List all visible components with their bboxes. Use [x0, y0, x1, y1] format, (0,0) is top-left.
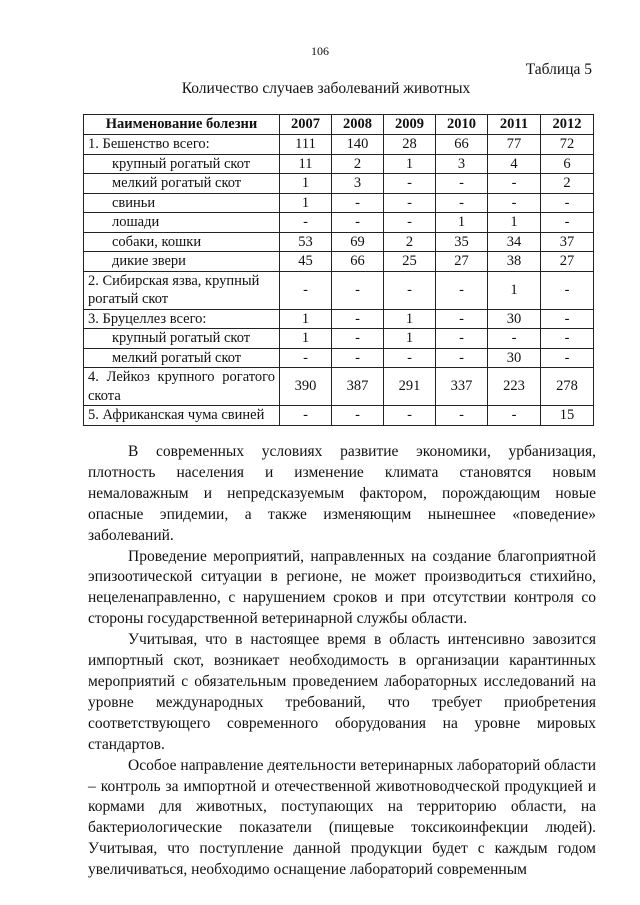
column-header: 2012 — [541, 115, 594, 135]
value-cell: - — [332, 348, 384, 368]
value-cell: - — [541, 329, 594, 349]
disease-name-cell: крупный рогатый скот — [84, 329, 280, 349]
column-header: 2008 — [332, 115, 384, 135]
value-cell: 15 — [541, 406, 594, 426]
value-cell: - — [541, 193, 594, 213]
value-cell: - — [436, 406, 488, 426]
value-cell: 278 — [541, 368, 594, 406]
value-cell: 223 — [488, 368, 541, 406]
table-row — [84, 271, 594, 309]
value-cell: 1 — [280, 329, 332, 349]
table-header-row — [84, 115, 594, 135]
disease-name-cell: свиньи — [84, 193, 280, 213]
value-cell: 1 — [280, 309, 332, 329]
value-cell: 1 — [384, 154, 436, 174]
value-cell: 11 — [280, 154, 332, 174]
value-cell: 37 — [541, 232, 594, 252]
value-cell: - — [332, 213, 384, 233]
column-header: 2011 — [488, 115, 541, 135]
value-cell: - — [541, 271, 594, 309]
value-cell: 1 — [384, 329, 436, 349]
table-row — [84, 174, 594, 194]
table-row — [84, 213, 594, 233]
value-cell: - — [436, 174, 488, 194]
disease-name-cell: лошади — [84, 213, 280, 233]
value-cell: - — [280, 213, 332, 233]
value-cell: - — [384, 271, 436, 309]
value-cell: - — [541, 348, 594, 368]
value-cell: 1 — [488, 271, 541, 309]
disease-name-cell: 1. Бешенство всего: — [84, 135, 280, 155]
value-cell: 1 — [436, 213, 488, 233]
disease-cases-table — [83, 114, 594, 426]
value-cell: - — [384, 348, 436, 368]
disease-name-cell: дикие звери — [84, 252, 280, 272]
value-cell: - — [488, 193, 541, 213]
value-cell: 72 — [541, 135, 594, 155]
value-cell: 77 — [488, 135, 541, 155]
value-cell: - — [280, 406, 332, 426]
disease-name-cell: крупный рогатый скот — [84, 154, 280, 174]
value-cell: 4 — [488, 154, 541, 174]
value-cell: - — [332, 329, 384, 349]
table-row — [84, 309, 594, 329]
paragraph: Проведение мероприятий, направленных на создание благоприятной эпизоотической ситуации в регионе, не может производиться стихийно, нецеленаправленно, с нарушением сроков и при отсутствии контроля со стороны государственной ветеринарной службы области. — [88, 547, 596, 628]
value-cell: - — [332, 309, 384, 329]
value-cell: 45 — [280, 252, 332, 272]
table-row — [84, 154, 594, 174]
column-header: 2007 — [280, 115, 332, 135]
body-text — [88, 442, 596, 881]
value-cell: 1 — [384, 309, 436, 329]
value-cell: - — [436, 271, 488, 309]
table-row — [84, 135, 594, 155]
disease-name-cell: 4. Лейкоз крупного рогатого скота — [84, 368, 280, 406]
value-cell: - — [436, 329, 488, 349]
value-cell: - — [488, 406, 541, 426]
value-cell: 291 — [384, 368, 436, 406]
value-cell: 390 — [280, 368, 332, 406]
value-cell: - — [384, 174, 436, 194]
value-cell: 1 — [488, 213, 541, 233]
table-row — [84, 368, 594, 406]
value-cell: 27 — [436, 252, 488, 272]
value-cell: - — [541, 213, 594, 233]
value-cell: - — [436, 193, 488, 213]
value-cell: - — [280, 271, 332, 309]
column-header: 2009 — [384, 115, 436, 135]
value-cell: - — [332, 193, 384, 213]
disease-name-cell: 2. Сибирская язва, крупный рогатый скот — [84, 271, 280, 309]
disease-name-cell: 3. Бруцеллез всего: — [84, 309, 280, 329]
value-cell: 25 — [384, 252, 436, 272]
disease-name-cell: собаки, кошки — [84, 232, 280, 252]
value-cell: - — [280, 348, 332, 368]
column-header: 2010 — [436, 115, 488, 135]
value-cell: 27 — [541, 252, 594, 272]
value-cell: 69 — [332, 232, 384, 252]
value-cell: 111 — [280, 135, 332, 155]
value-cell: - — [488, 329, 541, 349]
value-cell: 6 — [541, 154, 594, 174]
value-cell: 66 — [332, 252, 384, 272]
table-row — [84, 348, 594, 368]
value-cell: - — [488, 174, 541, 194]
value-cell: - — [332, 406, 384, 426]
table-row — [84, 193, 594, 213]
value-cell: - — [436, 348, 488, 368]
value-cell: 2 — [384, 232, 436, 252]
disease-name-cell: 5. Африканская чума свиней — [84, 406, 280, 426]
value-cell: 53 — [280, 232, 332, 252]
value-cell: 3 — [332, 174, 384, 194]
table-row — [84, 329, 594, 349]
value-cell: 38 — [488, 252, 541, 272]
column-header: Наименование болезни — [84, 115, 280, 135]
value-cell: - — [384, 213, 436, 233]
value-cell: 66 — [436, 135, 488, 155]
value-cell: 2 — [332, 154, 384, 174]
value-cell: 1 — [280, 193, 332, 213]
value-cell: - — [384, 406, 436, 426]
paragraph: В современных условиях развитие экономики, урбанизация, плотность населения и изменение климата становятся новым немаловажным и непредсказуемым фактором, порождающим новые опасные эпидемии, а также изменяющим нынешнее «поведение» заболеваний. — [88, 443, 596, 544]
table-row — [84, 252, 594, 272]
value-cell: 30 — [488, 309, 541, 329]
value-cell: - — [384, 193, 436, 213]
value-cell: 337 — [436, 368, 488, 406]
page-number: 106 — [311, 44, 329, 58]
value-cell: 2 — [541, 174, 594, 194]
table-body — [84, 135, 594, 426]
value-cell: 30 — [488, 348, 541, 368]
paragraph: Учитывая, что в настоящее время в область интенсивно завозится импортный скот, возникает необходимость в организации карантинных мероприятий с обязательным проведением лабораторных исследований на уровне международных требований, что требует приобретения соответствующего современного оборудования на уровне мировых стандартов. — [88, 631, 596, 753]
value-cell: - — [332, 271, 384, 309]
value-cell: 387 — [332, 368, 384, 406]
value-cell: 34 — [488, 232, 541, 252]
value-cell: - — [541, 309, 594, 329]
table-row — [84, 406, 594, 426]
value-cell: 35 — [436, 232, 488, 252]
table-title: Количество случаев заболеваний животных — [181, 80, 471, 97]
table-label: Таблица 5 — [525, 61, 592, 78]
value-cell: 28 — [384, 135, 436, 155]
disease-name-cell: мелкий рогатый скот — [84, 174, 280, 194]
disease-name-cell: мелкий рогатый скот — [84, 348, 280, 368]
paragraph: Особое направление деятельности ветеринарных лабораторий области – контроль за импортной и отечественной животноводческой продукцией и кормами для животных, поступающих на территорию области, на бактериологические показатели (пищевые токсикоинфекции людей). Учитывая, что поступление данной продукции будет с каждым годом увеличиваться, необходимо оснащение лабораторий современным — [88, 756, 596, 879]
value-cell: 3 — [436, 154, 488, 174]
value-cell: - — [436, 309, 488, 329]
value-cell: 1 — [280, 174, 332, 194]
value-cell: 140 — [332, 135, 384, 155]
table-row — [84, 232, 594, 252]
